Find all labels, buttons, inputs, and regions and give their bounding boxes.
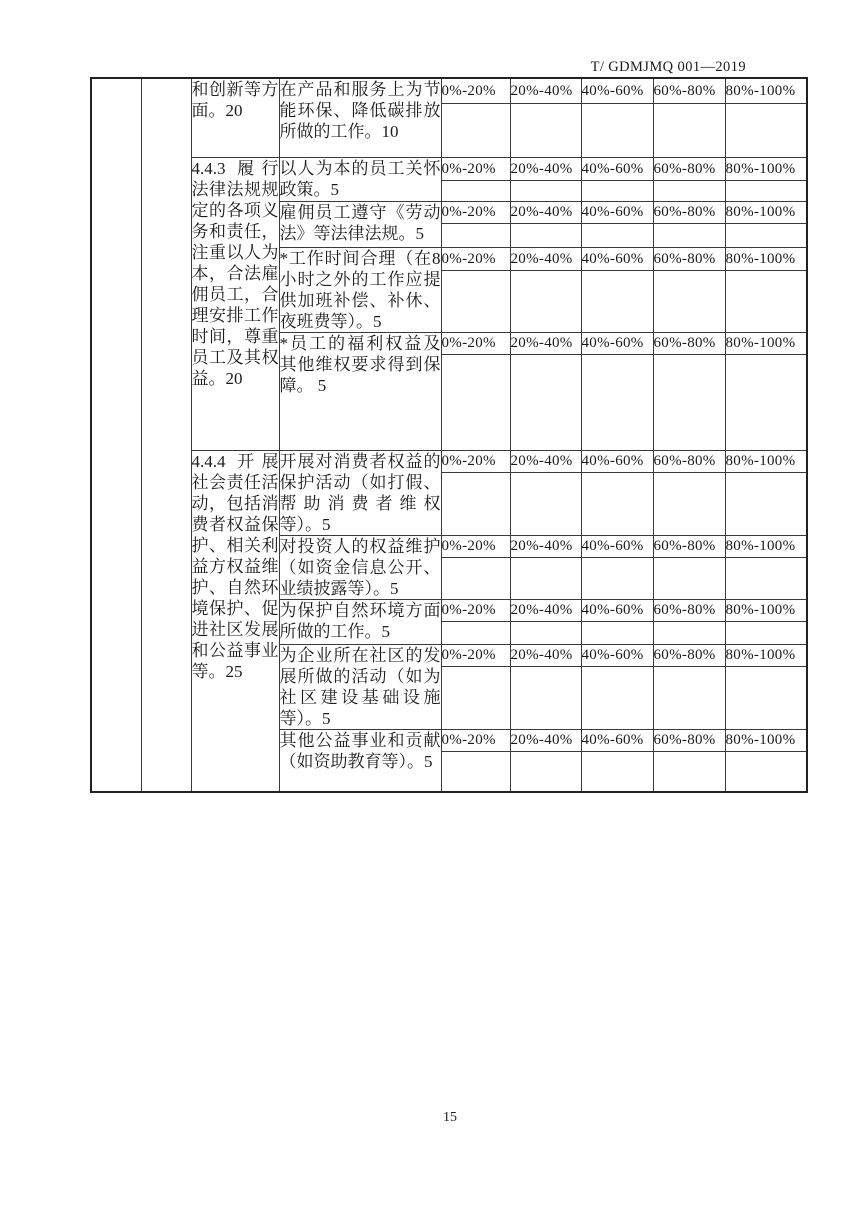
score-blank-cell xyxy=(441,354,510,450)
criteria-cell: *工作时间合理（在8小时之外的工作应提供加班补偿、补休、夜班费等）。5 xyxy=(279,248,441,331)
percent-option-cell: 80%-100% xyxy=(725,332,807,354)
percent-option-cell: 0%-20% xyxy=(441,247,510,270)
score-blank-cell xyxy=(725,103,807,157)
score-blank-cell xyxy=(653,751,725,792)
percent-option-cell: 20%-40% xyxy=(510,729,581,751)
percent-option-cell: 0%-20% xyxy=(441,78,510,103)
score-blank-cell xyxy=(441,270,510,332)
percent-option-cell: 60%-80% xyxy=(653,599,725,621)
score-blank-cell xyxy=(581,180,653,201)
score-blank-cell xyxy=(653,354,725,450)
percent-option-cell: 40%-60% xyxy=(581,332,653,354)
percent-option-cell: 80%-100% xyxy=(725,599,807,621)
score-blank-cell xyxy=(581,354,653,450)
percent-option-cell: 0%-20% xyxy=(441,599,510,621)
empty-column-2 xyxy=(141,78,191,792)
percent-option-cell: 20%-40% xyxy=(510,247,581,270)
score-blank-cell xyxy=(725,751,807,792)
score-blank-cell xyxy=(441,621,510,644)
percent-option-cell: 40%-60% xyxy=(581,78,653,103)
score-blank-cell xyxy=(581,621,653,644)
criteria-cell: 为保护自然环境方面所做的工作。5 xyxy=(279,599,441,644)
score-blank-cell xyxy=(653,473,725,535)
score-blank-cell xyxy=(653,103,725,157)
clause-cell: 和创新等方面。20 xyxy=(191,78,279,157)
score-blank-cell xyxy=(653,270,725,332)
empty-column-1 xyxy=(91,78,141,792)
page-number: 15 xyxy=(443,1110,457,1125)
percent-option-cell: 20%-40% xyxy=(510,450,581,473)
score-blank-cell xyxy=(725,180,807,201)
table-row xyxy=(91,78,807,103)
percent-option-cell: 0%-20% xyxy=(441,201,510,223)
score-blank-cell xyxy=(653,223,725,247)
percent-option-cell: 80%-100% xyxy=(725,247,807,270)
criteria-cell: 对投资人的权益维护（如资金信息公开、业绩披露等）。5 xyxy=(279,536,441,598)
percent-option-cell: 60%-80% xyxy=(653,247,725,270)
criteria-cell: 开展对消费者权益的保护活动（如打假、帮助消费者维权等）。5 xyxy=(279,451,441,534)
percent-option-cell: 60%-80% xyxy=(653,644,725,667)
percent-option-cell: 0%-20% xyxy=(441,332,510,354)
percent-option-cell: 40%-60% xyxy=(581,729,653,751)
score-blank-cell xyxy=(441,557,510,599)
percent-option-cell: 80%-100% xyxy=(725,535,807,557)
score-blank-cell xyxy=(581,473,653,535)
score-blank-cell xyxy=(653,180,725,201)
percent-option-cell: 80%-100% xyxy=(725,157,807,180)
score-blank-cell xyxy=(441,180,510,201)
criteria-cell: 雇佣员工遵守《劳动法》等法律法规。5 xyxy=(279,201,441,247)
score-blank-cell xyxy=(725,223,807,247)
percent-option-cell: 0%-20% xyxy=(441,157,510,180)
percent-option-cell: 40%-60% xyxy=(581,535,653,557)
score-blank-cell xyxy=(510,621,581,644)
criteria-cell: 以人为本的员工关怀政策。5 xyxy=(279,157,441,201)
percent-option-cell: 80%-100% xyxy=(725,201,807,223)
score-blank-cell xyxy=(441,103,510,157)
percent-option-cell: 40%-60% xyxy=(581,644,653,667)
percent-option-cell: 20%-40% xyxy=(510,332,581,354)
percent-option-cell: 80%-100% xyxy=(725,78,807,103)
score-blank-cell xyxy=(725,667,807,729)
score-blank-cell xyxy=(725,557,807,599)
score-blank-cell xyxy=(441,667,510,729)
percent-option-cell: 20%-40% xyxy=(510,599,581,621)
percent-option-cell: 60%-80% xyxy=(653,450,725,473)
percent-option-cell: 80%-100% xyxy=(725,644,807,667)
table-row xyxy=(91,157,807,180)
score-blank-cell xyxy=(653,621,725,644)
percent-option-cell: 60%-80% xyxy=(653,535,725,557)
percent-option-cell: 80%-100% xyxy=(725,729,807,751)
score-blank-cell xyxy=(510,223,581,247)
percent-option-cell: 40%-60% xyxy=(581,157,653,180)
percent-option-cell: 20%-40% xyxy=(510,78,581,103)
percent-option-cell: 20%-40% xyxy=(510,644,581,667)
clause-cell: 4.4.4 开展社会责任活动，包括消费者权益保护、相关利益方权益维护、自然环境保护、促进社区发展和公益事业等。25 xyxy=(191,450,279,792)
score-blank-cell xyxy=(510,180,581,201)
percent-option-cell: 20%-40% xyxy=(510,157,581,180)
score-blank-cell xyxy=(510,270,581,332)
score-blank-cell xyxy=(441,223,510,247)
table-row xyxy=(91,450,807,473)
percent-option-cell: 60%-80% xyxy=(653,729,725,751)
evaluation-table xyxy=(90,77,808,793)
score-blank-cell xyxy=(581,667,653,729)
percent-option-cell: 60%-80% xyxy=(653,78,725,103)
score-blank-cell xyxy=(581,270,653,332)
score-blank-cell xyxy=(441,473,510,535)
percent-option-cell: 40%-60% xyxy=(581,450,653,473)
score-blank-cell xyxy=(510,354,581,450)
standard-doc-number: T/ GDMJMQ 001—2019 xyxy=(590,59,746,75)
percent-option-cell: 40%-60% xyxy=(581,599,653,621)
score-blank-cell xyxy=(653,667,725,729)
score-blank-cell xyxy=(725,621,807,644)
score-blank-cell xyxy=(581,103,653,157)
score-blank-cell xyxy=(510,557,581,599)
score-blank-cell xyxy=(725,270,807,332)
score-blank-cell xyxy=(510,751,581,792)
score-blank-cell xyxy=(581,557,653,599)
clause-cell: 4.4.3 履行法律法规规定的各项义务和责任，注重以人为本，合法雇佣员工，合理安排工作时间，尊重员工及其权益。20 xyxy=(191,157,279,450)
criteria-cell: 其他公益事业和贡献（如资助教育等）。5 xyxy=(279,729,441,792)
percent-option-cell: 60%-80% xyxy=(653,332,725,354)
score-blank-cell xyxy=(653,557,725,599)
criteria-cell: *员工的福利权益及其他维权要求得到保障。 5 xyxy=(279,332,441,450)
percent-option-cell: 60%-80% xyxy=(653,157,725,180)
score-blank-cell xyxy=(441,751,510,792)
percent-option-cell: 0%-20% xyxy=(441,644,510,667)
percent-option-cell: 0%-20% xyxy=(441,729,510,751)
score-blank-cell xyxy=(510,103,581,157)
score-blank-cell xyxy=(581,751,653,792)
percent-option-cell: 0%-20% xyxy=(441,450,510,473)
percent-option-cell: 80%-100% xyxy=(725,450,807,473)
percent-option-cell: 20%-40% xyxy=(510,535,581,557)
percent-option-cell: 0%-20% xyxy=(441,535,510,557)
criteria-cell: 在产品和服务上为节能环保、降低碳排放所做的工作。10 xyxy=(279,78,441,157)
score-blank-cell xyxy=(581,223,653,247)
score-blank-cell xyxy=(725,473,807,535)
percent-option-cell: 20%-40% xyxy=(510,201,581,223)
criteria-cell: 为企业所在社区的发展所做的活动（如为社区建设基础设施等）。5 xyxy=(279,645,441,728)
score-blank-cell xyxy=(725,354,807,450)
percent-option-cell: 40%-60% xyxy=(581,247,653,270)
score-blank-cell xyxy=(510,667,581,729)
percent-option-cell: 40%-60% xyxy=(581,201,653,223)
score-blank-cell xyxy=(510,473,581,535)
percent-option-cell: 60%-80% xyxy=(653,201,725,223)
